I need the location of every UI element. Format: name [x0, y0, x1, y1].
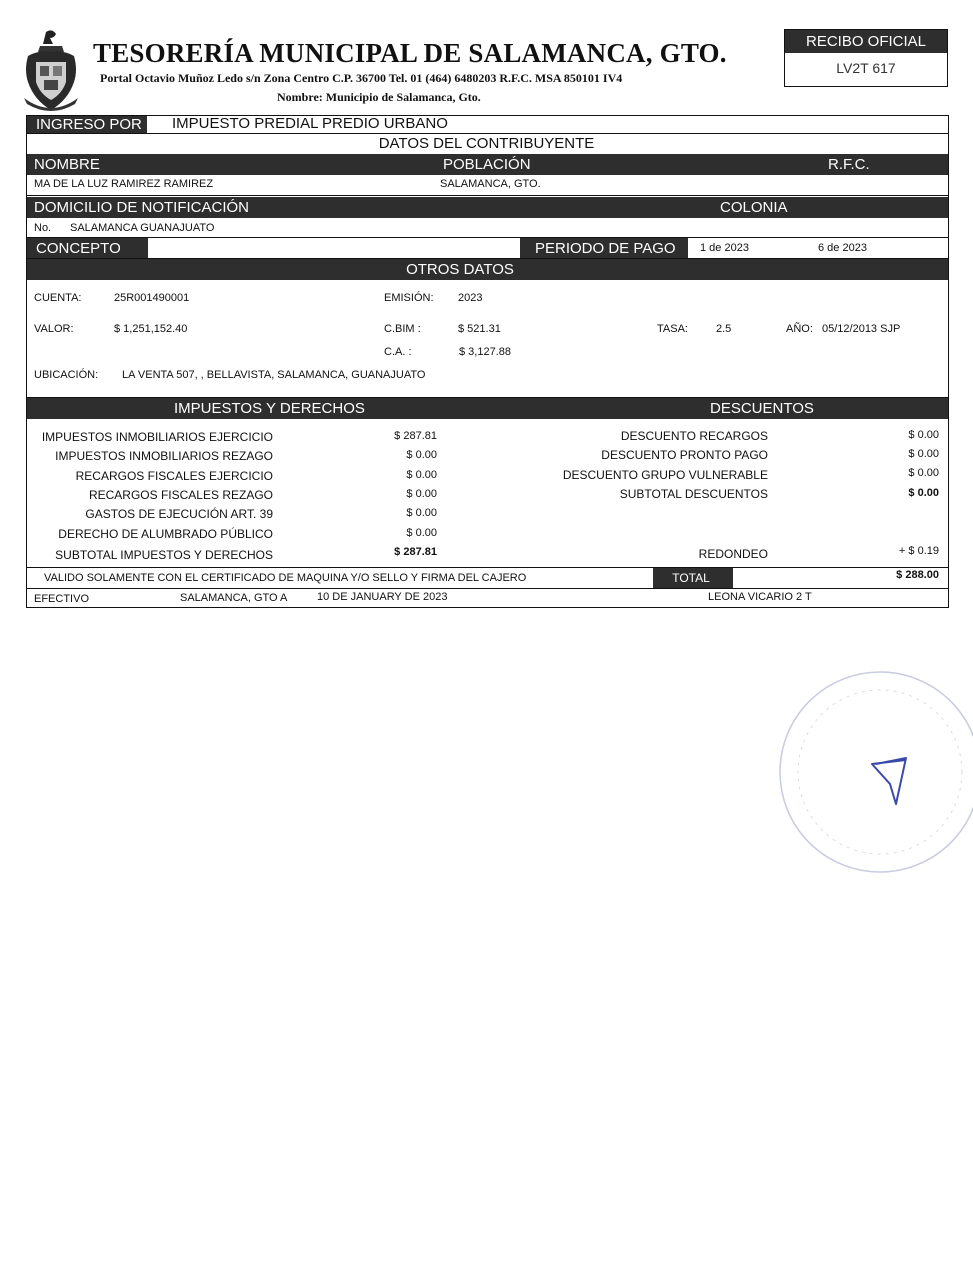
ingreso-value: IMPUESTO PREDIAL PREDIO URBANO [172, 115, 448, 132]
institution-nombre: Nombre: Municipio de Salamanca, Gto. [277, 90, 481, 104]
concepto-label: CONCEPTO [36, 240, 121, 257]
anio-label: AÑO: [786, 323, 813, 335]
impuesto-row-amount: $ 0.00 [406, 449, 437, 461]
impuesto-row-label: GASTOS DE EJECUCIÓN ART. 39 [85, 507, 273, 521]
total-amount: $ 288.00 [896, 569, 939, 581]
emision-label: EMISIÓN: [384, 292, 434, 304]
impuesto-row-label: RECARGOS FISCALES EJERCICIO [75, 469, 273, 483]
impuesto-row-label: DERECHO DE ALUMBRADO PÚBLICO [58, 527, 273, 541]
colonia-label: COLONIA [720, 199, 788, 216]
ingreso-label: INGRESO POR [36, 116, 142, 133]
impuesto-row-amount: $ 0.00 [406, 507, 437, 519]
valor-value: $ 1,251,152.40 [114, 323, 188, 335]
otros-section-title: OTROS DATOS [406, 261, 514, 278]
ca-value: $ 3,127.88 [459, 346, 511, 358]
contribuyente-section-title: DATOS DEL CONTRIBUYENTE [378, 135, 595, 152]
descuento-row-amount: $ 0.00 [908, 467, 939, 479]
signature-mark [872, 758, 906, 804]
descuento-row-amount: $ 0.00 [908, 429, 939, 441]
receipt-label: RECIBO OFICIAL [785, 30, 947, 53]
periodo-label: PERIODO DE PAGO [535, 240, 676, 257]
ubicacion-label: UBICACIÓN: [34, 369, 99, 381]
cbim-label: C.BIM : [384, 323, 421, 335]
impuestos-subtotal-label: SUBTOTAL IMPUESTOS Y DERECHOS [55, 548, 273, 562]
nombre-value: MA DE LA LUZ RAMIREZ RAMIREZ [34, 178, 214, 190]
impuesto-row-label: IMPUESTOS INMOBILIARIOS EJERCICIO [41, 430, 273, 444]
ca-label: C.A. : [384, 346, 412, 358]
impuesto-row-amount: $ 0.00 [406, 469, 437, 481]
coat-of-arms-logo [22, 28, 80, 114]
domicilio-value: SALAMANCA GUANAJUATO [70, 222, 215, 234]
institution-address: Portal Octavio Muñoz Ledo s/n Zona Centro C.P. 36700 Tel. 01 (464) 6480203 R.F.C. MSA 850101 IV4 [100, 71, 623, 85]
periodo-fin: 6 de 2023 [818, 242, 867, 254]
valor-label: VALOR: [34, 323, 74, 335]
impuestos-subtotal-amount: $ 287.81 [394, 546, 437, 558]
anio-value: 05/12/2013 SJP [822, 323, 901, 335]
poblacion-value: SALAMANCA, GTO. [440, 178, 541, 190]
cajero: LEONA VICARIO 2 T [708, 591, 812, 603]
cuenta-value: 25R001490001 [114, 292, 190, 304]
cashier-stamp [768, 668, 973, 878]
total-label: TOTAL [672, 571, 710, 585]
impuesto-row-amount: $ 0.00 [406, 488, 437, 500]
descuentos-subtotal-amount: $ 0.00 [908, 487, 939, 499]
institution-title: TESORERÍA MUNICIPAL DE SALAMANCA, GTO. [93, 38, 727, 68]
nombre-label: NOMBRE [34, 156, 100, 173]
emision-value: 2023 [458, 292, 483, 304]
cuenta-label: CUENTA: [34, 292, 82, 304]
receipt-box [784, 29, 948, 87]
impuestos-section-title: IMPUESTOS Y DERECHOS [174, 400, 365, 417]
forma-pago: EFECTIVO [34, 593, 90, 605]
descuento-row-amount: $ 0.00 [908, 448, 939, 460]
descuentos-subtotal-label: SUBTOTAL DESCUENTOS [619, 487, 768, 501]
tasa-label: TASA: [657, 323, 688, 335]
redondeo-label: REDONDEO [698, 547, 768, 561]
validez-note: VALIDO SOLAMENTE CON EL CERTIFICADO DE MAQUINA Y/O SELLO Y FIRMA DEL CAJERO [44, 572, 527, 584]
lugar: SALAMANCA, GTO A [180, 592, 288, 604]
impuesto-row-amount: $ 0.00 [406, 527, 437, 539]
rfc-label: R.F.C. [828, 156, 870, 173]
descuento-row-label: DESCUENTO RECARGOS [620, 429, 768, 443]
tasa-value: 2.5 [716, 323, 732, 335]
poblacion-label: POBLACIÓN [443, 156, 531, 173]
descuento-row-label: DESCUENTO GRUPO VULNERABLE [562, 468, 768, 482]
impuesto-row-label: IMPUESTOS INMOBILIARIOS REZAGO [55, 449, 273, 463]
redondeo-amount: + $ 0.19 [898, 545, 939, 557]
impuesto-row-amount: $ 287.81 [394, 430, 437, 442]
domicilio-label: DOMICILIO DE NOTIFICACIÓN [34, 199, 250, 216]
descuento-row-label: DESCUENTO PRONTO PAGO [601, 448, 768, 462]
cbim-value: $ 521.31 [458, 323, 501, 335]
ubicacion-value: LA VENTA 507, , BELLAVISTA, SALAMANCA, GUANAJUATO [122, 369, 426, 381]
fecha: 10 DE JANUARY DE 2023 [317, 591, 448, 603]
receipt-number: LV2T 617 [836, 60, 896, 76]
descuentos-section-title: DESCUENTOS [710, 400, 814, 417]
periodo-inicio: 1 de 2023 [700, 242, 749, 254]
impuesto-row-label: RECARGOS FISCALES REZAGO [88, 488, 273, 502]
no-label: No. [34, 222, 52, 234]
